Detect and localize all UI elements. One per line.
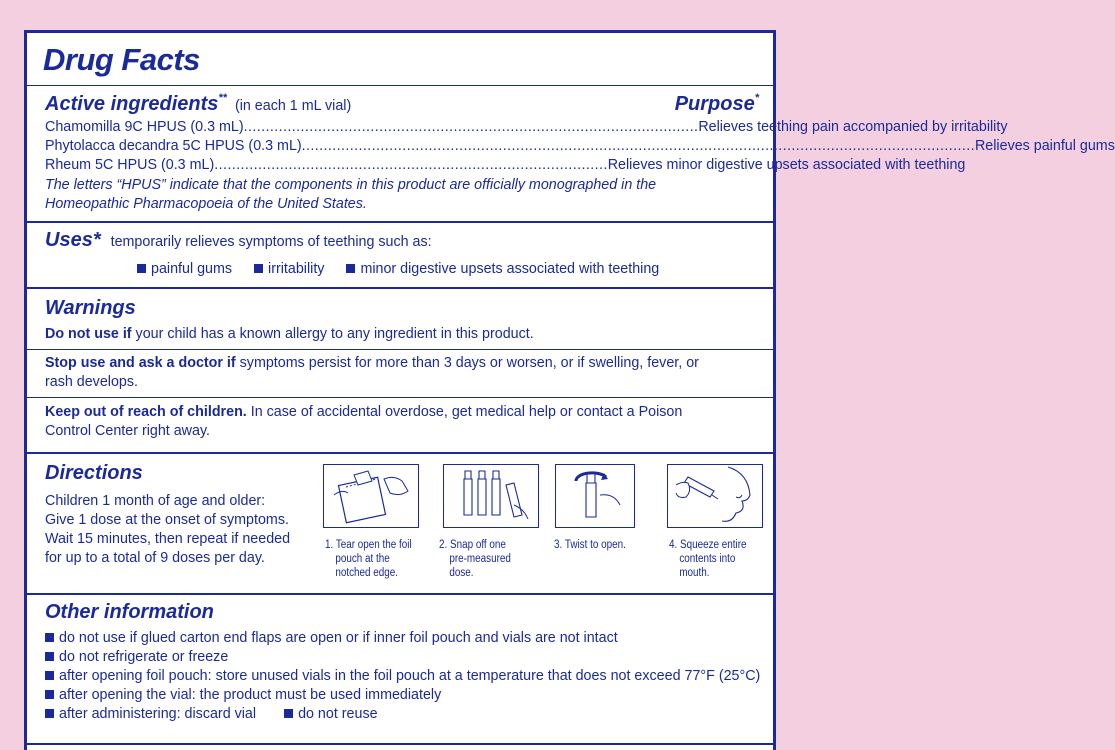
uses-intro: temporarily relieves symptoms of teething such as: [110,234,432,250]
other-information-heading: Other information [45,601,214,623]
bullet-icon [346,264,355,273]
other-information-section [27,593,773,745]
bullet-icon [45,652,54,661]
directions-heading: Directions [45,462,143,484]
purpose-heading: Purpose [674,93,755,115]
keep-out-of-reach-warning: Keep out of reach of children. In case of accidental overdose, get medical help or contact a Poison [45,404,683,420]
uses-item: irritability [268,261,325,277]
other-info-item: after opening the vial: the product must be used immediately [45,686,759,705]
step-2-caption: 2. Snap off one pre-measured dose. [439,539,511,579]
uses-heading: Uses* [45,229,101,251]
drug-facts-title: Drug Facts [43,42,200,77]
active-ingredients-note: (in each 1 mL vial) [234,98,352,114]
ingredient-row-1: Chamomilla 9C HPUS (0.3 mL) ........................................................................................................ Relieves teething pain accompanied by irritability [45,119,1008,135]
squeeze-into-mouth-illustration [667,464,763,528]
snap-dose-illustration [443,464,539,528]
active-ingredients-section: Drug Facts Active ingredients** (in each 1 mL vial) Purpose* Chamomilla 9C HPUS (0.3 mL) ........................................................................................................ Relieves teething pain accompanied by irritability Phytolacca decandra 5C HPUS (0.3 mL) .......................................................................................................................................................... Relieves painful gums Rheum 5C HPUS (0.3 mL) .......................................................................................... Relieves minor digestive upsets associated with teething The letters “HPUS” indicate that the components in this product are officially monographed in the Homeopathic Pharmacopoeia of the United States. [27,33,773,223]
hpus-footnote-1: The letters “HPUS” indicate that the components in this product are officially monographed in the [45,177,657,193]
bullet-icon [45,671,54,680]
active-ingredients-heading: Active ingredients [45,93,219,115]
other-info-item: do not use if glued carton end flaps are open or if inner foil pouch and vials are not intact [45,629,759,648]
other-info-item: after opening foil pouch: store unused vials in the foil pouch at a temperature that does not exceed 77°F (25°C) [45,667,759,686]
other-info-item: after administering: discard vial do not reuse [45,705,759,724]
directions-line: for up to a total of 9 doses per day. [45,550,265,566]
drug-facts-panel [24,30,1115,750]
bullet-icon [45,633,54,642]
do-not-use-warning: Do not use if your child has a known allergy to any ingredient in this product. [45,326,534,342]
bullet-icon [45,690,54,699]
directions-section [27,452,773,595]
ingredient-row-2: Phytolacca decandra 5C HPUS (0.3 mL) .......................................................................................................................................................... Relieves painful gums [45,138,1115,154]
ingredient-row-3: Rheum 5C HPUS (0.3 mL) .......................................................................................... Relieves minor digestive upsets associated with teething [45,157,966,173]
bullet-icon [254,264,263,273]
twist-open-illustration [555,464,635,528]
hpus-footnote-2: Homeopathic Pharmacopoeia of the United States. [45,196,367,212]
directions-line: Wait 15 minutes, then repeat if needed [45,531,291,547]
warnings-heading: Warnings [45,297,136,319]
bullet-icon [284,709,293,718]
uses-item: minor digestive upsets associated with teething [360,261,660,277]
step-1-caption: 1. Tear open the foil pouch at the notched edge. [325,539,412,579]
stop-use-warning: Stop use and ask a doctor if symptoms persist for more than 3 days or worsen, or if swelling, fever, or [45,355,699,371]
step-4-caption: 4. Squeeze entire contents into mouth. [669,539,747,579]
step-3-caption: 3. Twist to open. [554,539,626,551]
directions-line: Children 1 month of age and older: [45,493,266,509]
directions-line: Give 1 dose at the onset of symptoms. [45,512,289,528]
bullet-icon [137,264,146,273]
warnings-section: Warnings Do not use if your child has a known allergy to any ingredient in this product. Stop use and ask a doctor if symptoms persist for more than 3 days or worsen, or if swelling, fever, or rash develops. Keep out of reach of children. In case of accidental overdose, get medical help or contact a Poison Control Center right away. [27,287,773,454]
tear-pouch-illustration [323,464,419,528]
uses-item: painful gums [151,261,233,277]
uses-section [27,221,773,289]
bullet-icon [45,709,54,718]
other-info-item: do not refrigerate or freeze [45,648,759,667]
